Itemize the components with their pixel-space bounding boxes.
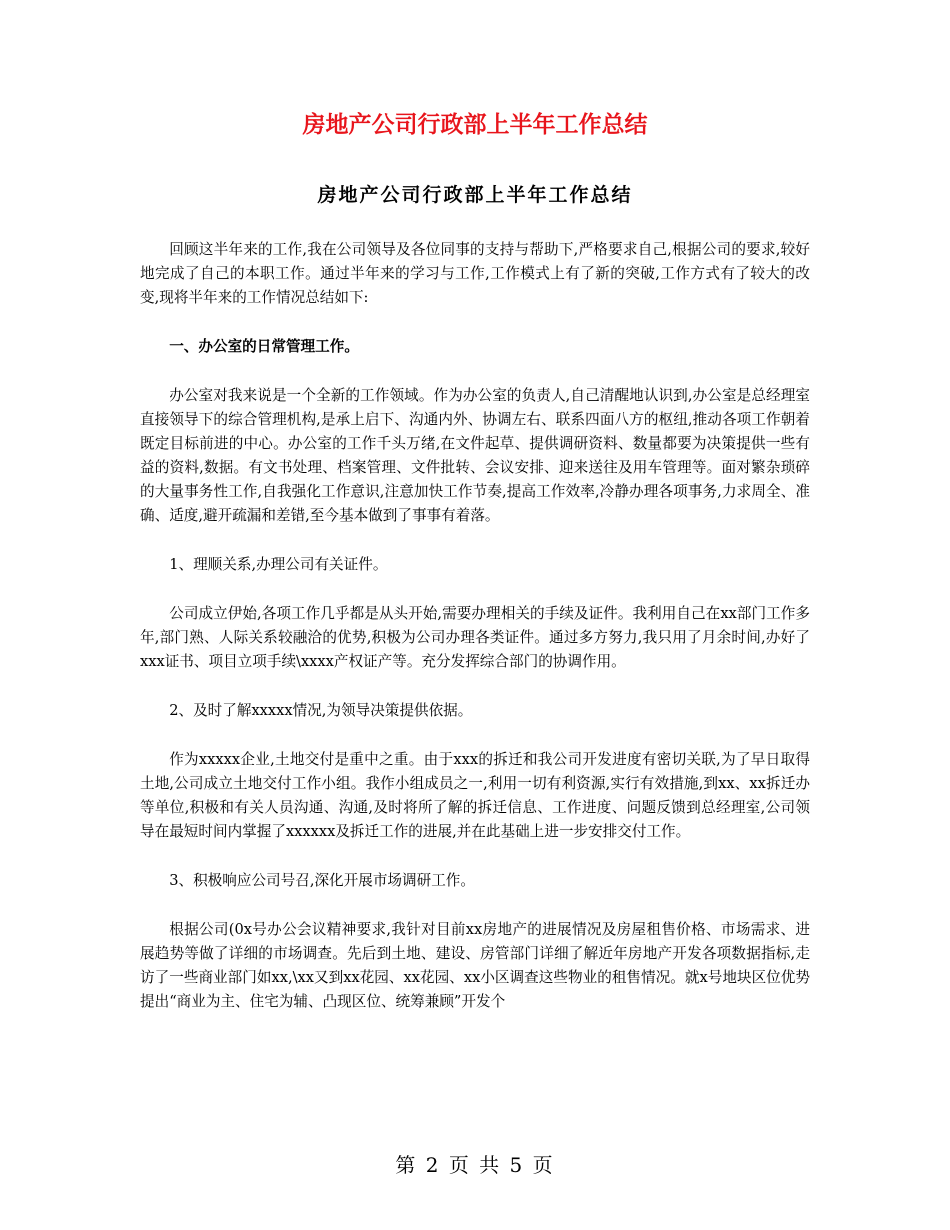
- body-paragraph: 根据公司(0x号办公会议精神要求,我针对目前xx房地产的进展情况及房屋租售价格、市场需求、进展趋势等做了详细的市场调查。先后到土地、建设、房管部门详细了解近年房地产开发各项数据指标,走访了一些商业部门如xx,\xx又到xx花园、xx花园、xx小区调查这些物业的租售情况。就x号地块区位优势提出“商业为主、住宅为辅、凸现区位、统筹兼顾”开发个: [140, 921, 810, 1010]
- body-paragraph: 办公室对我来说是一个全新的工作领域。作为办公室的负责人,自己清醒地认识到,办公室是总经理室直接领导下的综合管理机构,是承上启下、沟通内外、协调左右、联系四面八方的枢纽,推动各项工作朝着既定目标前进的中心。办公室的工作千头万绪,在文件起草、提供调研资料、数量都要为决策提供一些有益的资料,数据。有文书处理、档案管理、文件批转、会议安排、迎来送往及用车管理等。面对繁杂琐碎的大量事务性工作,自我强化工作意识,注意加快工作节奏,提高工作效率,冷静办理各项事务,力求周全、准确、适度,避开疏漏和差错,至今基本做到了事事有着落。: [140, 387, 810, 524]
- page-number-footer: 第 2 页 共 5 页: [395, 1153, 555, 1177]
- intro-paragraph: 回顾这半年来的工作,我在公司领导及各位同事的支持与帮助下,严格要求自己,根据公司的要求,较好地完成了自己的本职工作。通过半年来的学习与工作,工作模式上有了新的突破,工作方式有了较大的改变,现将半年来的工作情况总结如下:: [140, 241, 810, 306]
- subsection-heading: 1、理顺关系,办理公司有关证件。: [169, 556, 388, 573]
- subsection-heading: 2、及时了解xxxxx情况,为领导决策提供依据。: [169, 702, 473, 719]
- section-heading: 一、办公室的日常管理工作。: [169, 338, 359, 355]
- subsection-heading: 3、积极响应公司号召,深化开展市场调研工作。: [169, 872, 475, 889]
- document-body: [140, 238, 810, 1039]
- document-title: 房地产公司行政部上半年工作总结: [302, 112, 648, 138]
- body-paragraph: 作为xxxxx企业,土地交付是重中之重。由于xxx的拆迁和我公司开发进度有密切关联,为了早日取得土地,公司成立土地交付工作小组。我作小组成员之一,利用一切有利资源,实行有效措施,到xx、xx拆迁办等单位,积极和有关人员沟通、沟通,及时将所了解的拆迁信息、工作进度、问题反馈到总经理室,公司领导在最短时间内掌握了xxxxxx及拆迁工作的进展,并在此基础上进一步安排交付工作。: [140, 751, 810, 840]
- body-paragraph: 公司成立伊始,各项工作几乎都是从头开始,需要办理相关的手续及证件。我利用自己在xx部门工作多年,部门熟、人际关系较融洽的优势,积极为公司办理各类证件。通过多方努力,我只用了月余时间,办好了xxx证书、项目立项手续\xxxx产权证产等。充分发挥综合部门的协调作用。: [140, 605, 810, 670]
- document-subtitle: 房地产公司行政部上半年工作总结: [317, 184, 633, 206]
